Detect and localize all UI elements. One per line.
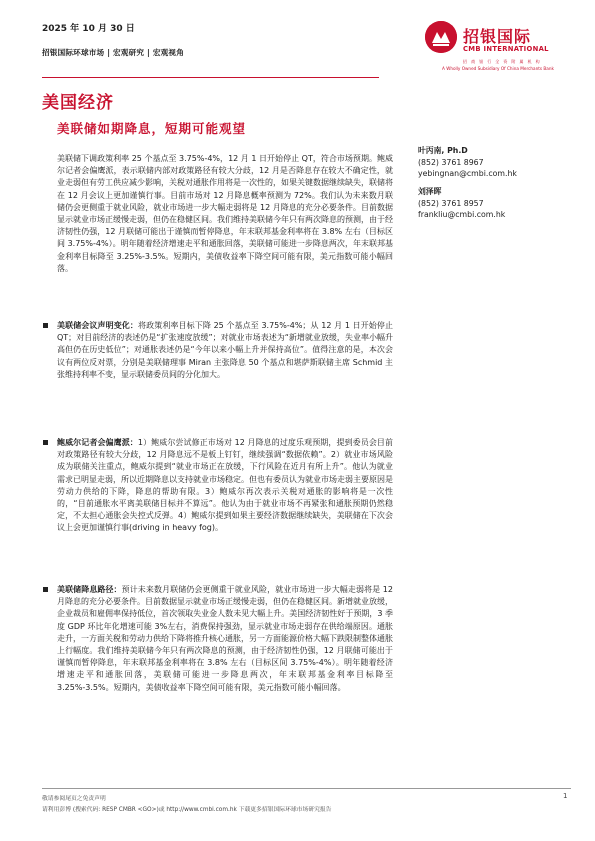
bullet-item [57, 437, 393, 535]
bullet-square-icon [43, 323, 48, 328]
bullet-text: 预计未来数月联储仍会更侧重于就业风险，就业市场进一步大幅走弱将是 12 月降息的充分必要条件。目前数据显示就业市场正缓慢走弱，但仍在稳健区间。新增就业放缓，企业裁员和雇佣率保持低位，首次领取失业金人数未见大幅上升。美国经济韧性好于预期，3 季度 GDP 环比年化增速可能 3%左右，消费保持强劲，显示就业市场走弱存在供给端原因。通胀走升，一方面关税和劳动力供给下降将推升核心通胀，另一方面能源价格大幅下跌限制整体通胀上行幅度。我们维持美联储今年只有两次降息的预测，由于经济韧性仍强，12 月联储可能出于谨慎而暂停降息，年末联邦基金利率将在 3.8% 左右（目标区间 3.75%-4%）。明年随着经济增速走平和通胀回落，美联储可能进一步降息两次，年末联邦基金利率目标降至 3.25%-3.5%。短期内，美债收益率下降空间可能有限，美元指数可能小幅回落。 [57, 585, 393, 692]
header-divider [42, 77, 379, 78]
logo-english-name: CMB INTERNATIONAL [463, 45, 549, 53]
download-note[interactable]: 请利用彭博 (搜索代码: RESP CMBR <GO>)或 http://www.cmbi.com.hk 下载更多招银国际环球市场研究报告 [42, 807, 332, 813]
report-categories: 招银国际环球市场 | 宏观研究 | 宏观视角 [42, 48, 185, 57]
summary-paragraph: 美联储下调政策利率 25 个基点至 3.75%-4%，12 月 1 日开始停止 QT，符合市场预期。鲍威尔记者会偏鹰派，表示联储内部对政策路径有较大分歧，12 月是否降息存在较大不确定性，就业走弱但有劳工供应减少影响，关税对通胀作用将是一次性的，如果关键数据继续缺失，联储将在 12 月会议上更加谨慎行事。目前市场对 12 月降息概率预测为 72%。我们认为未来数月联储仍会更侧重于就业风险，就业市场进一步大幅走弱将是 12 月降息的充分必要条件。目前数据显示就业市场正缓慢走弱，但仍在稳健区间。我们维持美联储今年只有两次降息的预测，由于经济韧性仍强，12 月联储可能出于谨慎而暂停降息，年末联邦基金利率将在 3.8% 左右（目标区间 3.75%-4%）。明年随着经济增速走平和通胀回落，美联储可能进一步降息两次，年末联邦基金利率目标降至 3.25%-3.5%。短期内，美债收益率下降空间可能有限，美元指数可能小幅回落。 [57, 154, 393, 273]
logo-subtitle-cn: 招 商 银 行 全 资 附 属 机 构 [463, 59, 542, 64]
disclaimer-note: 敬请参阅尾页之免责声明 [42, 796, 106, 802]
author-phone: (852) 3761 8967 [418, 157, 484, 167]
bullet-square-icon [43, 587, 48, 592]
author-email[interactable]: yebingnan@cmbi.com.hk [418, 169, 517, 178]
logo-chinese-name: 招银国际 [463, 27, 532, 46]
author-name: 叶丙南, Ph.D [418, 146, 468, 155]
company-logo [420, 18, 570, 80]
logo-subtitle-en: A Wholly Owned Subsidiary Of China Merchants Bank [442, 66, 554, 71]
bullet-item [57, 320, 393, 381]
report-date: 2025 年 10 月 30 日 [42, 24, 135, 34]
author-block [418, 145, 517, 180]
footer-divider [42, 788, 571, 789]
report-headline: 美联储如期降息，短期可能观望 [57, 121, 247, 136]
bullet-title: 鲍威尔记者会偏鹰派： [57, 438, 138, 447]
bullet-text: 1）鲍威尔尝试修正市场对 12 月降息的过度乐观预期，提到委员会目前对政策路径有较大分歧，12 月降息远不是板上钉钉，继续强调“数据依赖”。2）就业市场风险成为联储关注重点，鲍威尔提到“就业市场正在放缓，下行风险在近月有所上升”。他认为就业需求已明显走弱，所以近期降息以支持就业市场稳定。但也有委员认为就业市场走弱主要原因是劳动力供给的下降，降息的帮助有限。3）鲍威尔再次表示关税对通胀的影响将是一次性的，“目前通胀水平离美联储目标并不算远”。他认为由于就业市场不再紧张和通胀预期仍然稳定，不太担心通胀会失控式反弹。4）鲍威尔提到如果主要经济数据继续缺失，美联储在下次会议上会更加谨慎行事(driving in heavy fog)。 [57, 438, 393, 533]
bullet-title: 美联储会议声明变化： [57, 321, 139, 330]
author-name: 刘泽晖 [418, 187, 442, 196]
bullet-text: 将政策利率目标下降 25 个基点至 3.75%-4%；从 12 月 1 日开始停止 QT；对目前经济的表述仍是“扩张速度放缓”；对就业市场表述为“新增就业放缓，失业率小幅升高但仍在历史低位”；对通胀表述仍是“今年以来小幅上升并保持高位”。值得注意的是，本次会议有两位反对票，分别是美联储理事 Miran 主张降息 50 个基点和堪萨斯联储主席 Schmid 主张维持利率不变，显示联储委员间的分化加大。 [57, 321, 393, 379]
author-block [418, 186, 505, 221]
author-email[interactable]: frankliu@cmbi.com.hk [418, 210, 506, 219]
bullet-item [57, 584, 393, 694]
author-phone: (852) 3761 8957 [418, 198, 484, 208]
logo-emblem-icon [425, 21, 457, 53]
section-title: 美国经济 [42, 93, 114, 113]
bullet-square-icon [43, 440, 48, 445]
report-body [57, 153, 393, 275]
bullet-title: 美联储降息路径： [57, 585, 122, 594]
page-number: 1 [563, 792, 568, 800]
